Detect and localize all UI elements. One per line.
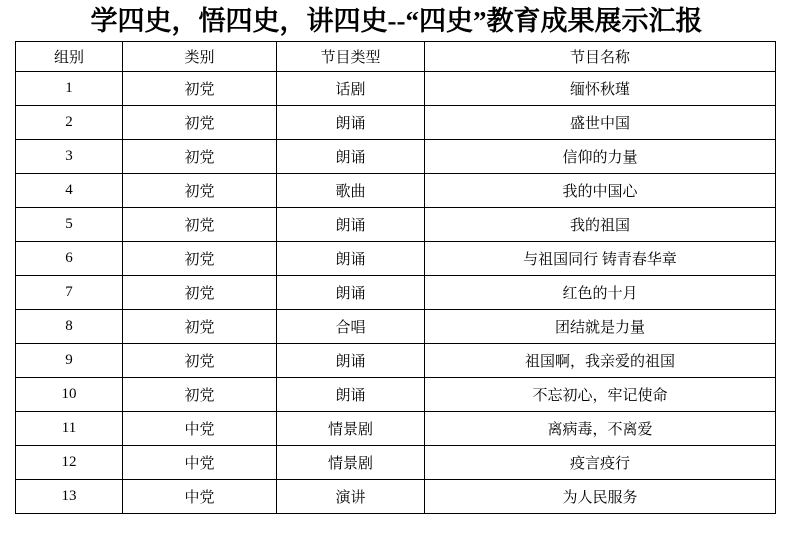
cell-category: 初党 [123,72,277,106]
table-header-row [16,42,776,72]
table-row [16,480,776,514]
table-row [16,378,776,412]
table-body [16,72,776,514]
cell-name: 祖国啊，我亲爱的祖国 [425,344,776,378]
table-row [16,174,776,208]
cell-type: 朗诵 [277,378,425,412]
cell-category: 初党 [123,174,277,208]
cell-type: 合唱 [277,310,425,344]
cell-type: 朗诵 [277,344,425,378]
cell-type: 朗诵 [277,276,425,310]
cell-group: 8 [16,310,123,344]
cell-group: 9 [16,344,123,378]
cell-name: 盛世中国 [425,106,776,140]
table-row [16,72,776,106]
cell-name: 缅怀秋瑾 [425,72,776,106]
cell-type: 朗诵 [277,242,425,276]
column-header-type: 节目类型 [277,42,425,72]
cell-name: 我的祖国 [425,208,776,242]
cell-name: 为人民服务 [425,480,776,514]
cell-type: 朗诵 [277,106,425,140]
cell-group: 1 [16,72,123,106]
table-row [16,412,776,446]
cell-group: 2 [16,106,123,140]
cell-group: 6 [16,242,123,276]
cell-category: 初党 [123,140,277,174]
cell-type: 朗诵 [277,208,425,242]
cell-group: 7 [16,276,123,310]
cell-category: 初党 [123,344,277,378]
cell-group: 11 [16,412,123,446]
cell-group: 5 [16,208,123,242]
cell-name: 疫言疫行 [425,446,776,480]
table-row [16,344,776,378]
column-header-category: 类别 [123,42,277,72]
column-header-group: 组别 [16,42,123,72]
cell-category: 初党 [123,208,277,242]
cell-category: 初党 [123,310,277,344]
cell-type: 情景剧 [277,446,425,480]
cell-type: 歌曲 [277,174,425,208]
page-title: 学四史，悟四史，讲四史--“四史”教育成果展示汇报 [90,6,703,36]
cell-category: 中党 [123,480,277,514]
cell-type: 话剧 [277,72,425,106]
cell-group: 4 [16,174,123,208]
column-header-name: 节目名称 [425,42,776,72]
table-row [16,446,776,480]
cell-group: 3 [16,140,123,174]
table-row [16,140,776,174]
cell-category: 初党 [123,378,277,412]
table-row [16,242,776,276]
table-row [16,310,776,344]
cell-name: 与祖国同行 铸青春华章 [425,242,776,276]
cell-name: 信仰的力量 [425,140,776,174]
cell-name: 离病毒，不离爱 [425,412,776,446]
cell-group: 13 [16,480,123,514]
table-row [16,106,776,140]
cell-type: 情景剧 [277,412,425,446]
cell-category: 初党 [123,242,277,276]
cell-group: 12 [16,446,123,480]
cell-group: 10 [16,378,123,412]
cell-category: 初党 [123,106,277,140]
cell-name: 我的中国心 [425,174,776,208]
cell-category: 中党 [123,446,277,480]
cell-name: 不忘初心，牢记使命 [425,378,776,412]
cell-name: 红色的十月 [425,276,776,310]
cell-name: 团结就是力量 [425,310,776,344]
cell-type: 演讲 [277,480,425,514]
program-table [15,41,776,514]
table-row [16,208,776,242]
cell-type: 朗诵 [277,140,425,174]
table-row [16,276,776,310]
cell-category: 中党 [123,412,277,446]
cell-category: 初党 [123,276,277,310]
